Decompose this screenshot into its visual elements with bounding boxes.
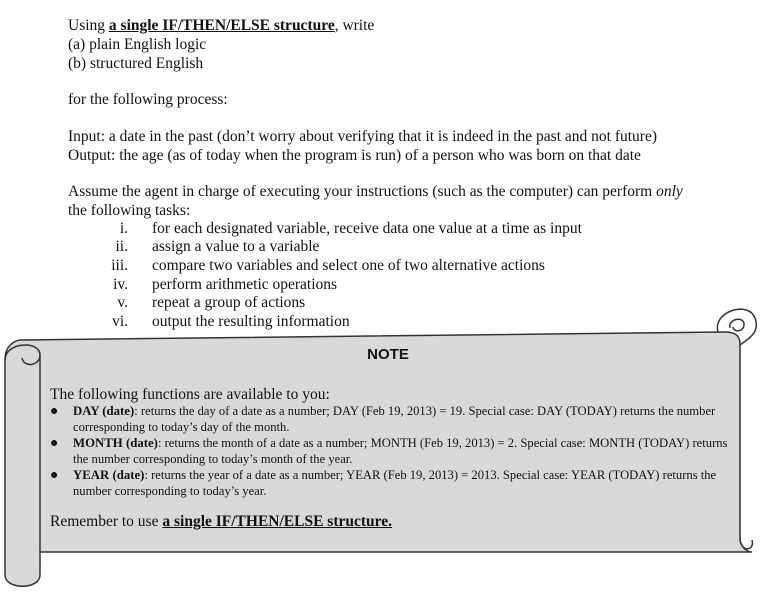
instruction-emphasis: a single IF/THEN/ELSE structure xyxy=(108,17,335,34)
note-title: NOTE xyxy=(367,346,409,363)
assume-line-2: the following tasks: xyxy=(68,202,191,219)
bullet-icon: ● xyxy=(50,404,59,419)
task-number: ii. xyxy=(115,238,128,255)
remember-prefix: Remember to use xyxy=(50,513,163,530)
output-line: Output: the age (as of today when the program is run) of a person who was born on that date xyxy=(68,147,641,164)
input-line: Input: a date in the past (don’t worry about verifying that it is indeed in the past and not future) xyxy=(68,128,657,145)
list-item xyxy=(50,468,740,499)
function-desc: : returns the day of a date as a number; DAY (Feb 19, 2013) = 19. Special case: DAY (TODAY) returns the number corresponding to today’s day of the month. xyxy=(73,404,716,434)
assume-emphasis: only xyxy=(656,183,683,200)
remember-emphasis: a single IF/THEN/ELSE structure. xyxy=(162,513,393,530)
task-number: iii. xyxy=(111,257,128,274)
task-number: iv. xyxy=(113,276,128,293)
item-a: (a) plain English logic xyxy=(68,36,207,53)
function-name: DAY (date) xyxy=(73,404,135,418)
item-b: (b) structured English xyxy=(68,55,204,72)
list-item xyxy=(50,436,740,467)
task-number: vi. xyxy=(112,313,128,330)
remember-line xyxy=(50,513,392,531)
instruction-prefix: Using xyxy=(68,17,109,34)
task-text: assign a value to a variable xyxy=(152,238,320,255)
task-number: v. xyxy=(117,294,128,311)
function-desc: : returns the year of a date as a number; YEAR (Feb 19, 2013) = 2013. Special case: YEAR (TODAY) returns the number corresponding to today’s year. xyxy=(73,468,717,498)
functions-list xyxy=(50,404,740,500)
instruction-suffix: , write xyxy=(334,17,375,34)
list-item xyxy=(50,404,740,435)
task-text: for each designated variable, receive data one value at a time as input xyxy=(152,220,582,237)
task-text: output the resulting information xyxy=(152,313,350,330)
function-desc: : returns the month of a date as a number; MONTH (Feb 19, 2013) = 2. Special case: MONTH (TODAY) returns the number corresponding to today’s month of the year. xyxy=(73,436,728,466)
bullet-icon: ● xyxy=(50,436,59,451)
process-line: for the following process: xyxy=(68,91,228,108)
task-text: perform arithmetic operations xyxy=(152,276,338,293)
assume-prefix: Assume the agent in charge of executing your instructions (such as the computer) can perform xyxy=(68,183,657,200)
function-name: YEAR (date) xyxy=(73,468,145,482)
task-text: compare two variables and select one of two alternative actions xyxy=(152,257,545,274)
functions-intro: The following functions are available to you: xyxy=(50,386,330,403)
bullet-icon: ● xyxy=(50,468,59,483)
task-text: repeat a group of actions xyxy=(152,294,306,311)
function-name: MONTH (date) xyxy=(73,436,158,450)
task-number: i. xyxy=(119,220,128,237)
